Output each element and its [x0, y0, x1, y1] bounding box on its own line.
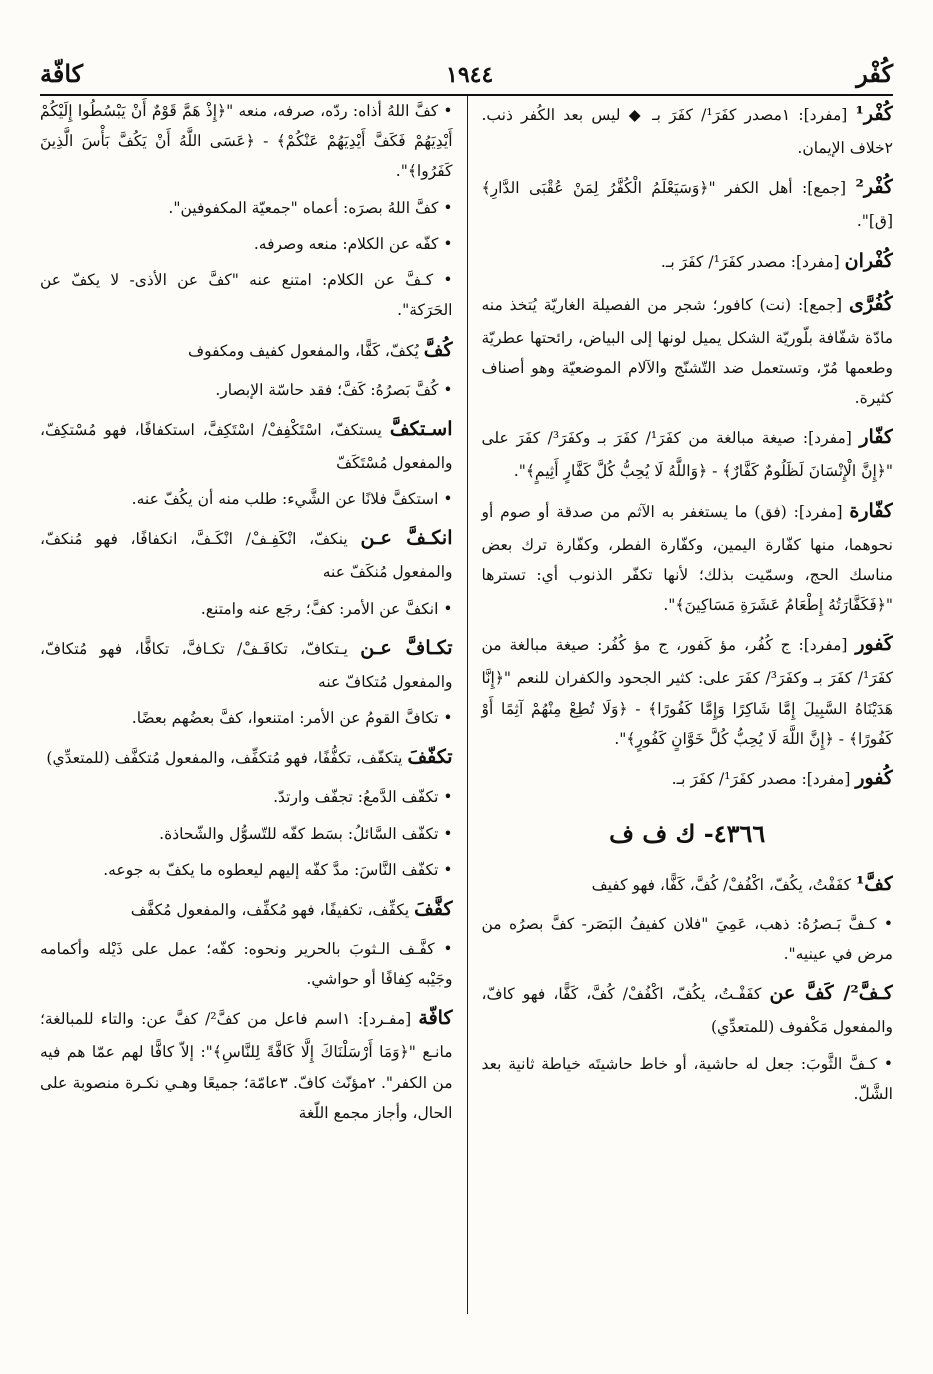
dictionary-entry — [482, 493, 894, 621]
dictionary-entry — [482, 909, 894, 969]
entry-text: يُكفّ، كَفًّا، والمفعول كفيف ومكفوف — [188, 341, 419, 360]
dictionary-entry — [40, 484, 453, 514]
dictionary-entry — [40, 630, 453, 697]
entry-text: يتكفّف، تكفُّفًا، فهو مُتكفِّف، والمفعول مُتكفَّف (للمتعدِّي) — [46, 749, 403, 768]
header-right-word: كُفْر — [856, 59, 893, 88]
dictionary-entry — [40, 1000, 453, 1128]
entry-text: [مفرد]: ج كُفُر، مؤ كَفور، ج مؤ كُفُر: صيغة مبالغة من كفَرَ¹/ كفَرَ بـ وكفَرَ³/ كفَرَ على: كثير الجحود والكفران للنعم "﴿إِنَّا هَدَيْنَاهُ السَّبِيلَ إِمَّا شَاكِرًا وَإِمَّا كَفُورًا﴾ - ﴿وَلَا تُطِعْ مِنْهُمْ آثِمًا أَوْ كَفُورًا﴾ - ﴿إِنَّ اللَّهَ لَا يُحِبُّ كُلَّ خَوَّانٍ كَفُورٍ﴾". — [481, 636, 893, 748]
entry-text: يـتكافّ، تكافَـفْ/ تكـافَّ، تكافًّا، فهو مُتكافّ، والمفعول مُتكافّ عنه — [40, 639, 453, 691]
dictionary-entry — [40, 265, 453, 325]
entry-headword: كـفَّ²/ كَفَّ عن — [769, 982, 893, 1005]
entry-headword: تكـافَّ عـن — [360, 636, 453, 659]
dictionary-entry — [40, 703, 453, 733]
section-heading: ٤٣٦٦- ك ف ف — [609, 819, 766, 848]
dictionary-entry — [482, 975, 894, 1042]
dictionary-entry — [482, 760, 894, 797]
entry-text: [مفـرد]: ١اسم فاعل من كفَّ²/ كفَّ عن: والتاء للمبالغة؛ مانـع "﴿وَمَا أَرْسَلْنَاكَ إِلَّا كَافَّةً لِلنَّاسِ﴾": إلاّ كافًّا لهم عمّا هم فيه من الكفر". ٢مؤنّث كافّ. ٣عامّة؛ جميعًا وهـي نكـرة منصوبة على الحال، وأجاز مجمع اللّغة — [40, 1010, 453, 1122]
entry-text: • كفّه عن الكلام: منعه وصرفه. — [253, 234, 453, 253]
entry-text: كفَفْتُ، يكُفّ، اكْفُفْ/ كُفَّ، كَفًّا، فهو كفيف — [591, 875, 852, 894]
page-number: ١٩٤٤ — [446, 62, 494, 88]
page-header — [40, 44, 893, 96]
entry-text: • تكفّف السَّائلُ: بسَط كفّه للتّسوُّل والشّحاذة. — [159, 824, 453, 843]
dictionary-entry — [40, 96, 453, 187]
dictionary-entry — [482, 419, 894, 486]
dictionary-entry — [40, 229, 453, 259]
entry-text: [مفرد]: (فق) ما يستغفر به الآثم من صدقة أو صوم أو نحوهما، منها كفّارة اليمين، وكفّارة الفطر، وكفّارة ترك بعض مناسك الحج، وسمّيت بذلك؛ لأنها تكفّر الذنوب أي: تسترها "﴿فَكَفَّارَتُهُ إِطْعَامُ عَشَرَةِ مَسَاكِينَ﴾". — [481, 502, 893, 615]
entry-text: • كفَّـف الـثوبَ بالحرير ونحوه: كفّه؛ عمل على ذَيْله وأكمامه وجَيْبه كِفافًا أو حواشي. — [40, 940, 453, 989]
dictionary-entry — [482, 169, 894, 236]
entry-headword: كُفور — [855, 766, 893, 789]
dictionary-entry — [40, 891, 453, 928]
entry-headword: اسـتكفَّ — [389, 417, 453, 440]
dictionary-entry — [482, 626, 894, 754]
entry-text: [جمع]: أهل الكفر "﴿وَسَيَعْلَمُ الْكُفَّرُ لِمَنْ عُقْبَى الدَّارِ﴾ [ق]". — [481, 179, 893, 231]
entry-text: • كـفَّ بَـصرُهُ: ذهب، عَمِيَ "فلان كفيفُ البَصَر- كفَّ بصرُه من مرض في عينيه". — [481, 914, 893, 964]
entry-headword: تكفّفَ — [407, 746, 453, 769]
dictionary-entry — [482, 866, 894, 903]
entry-headword: كَفور — [855, 633, 893, 656]
dictionary-entry — [482, 1049, 894, 1109]
dictionary-entry — [482, 96, 894, 163]
entry-headword: كفّار — [859, 426, 893, 449]
dictionary-entry — [40, 193, 453, 223]
entry-text: • كفَّ اللهُ أذاه: ردّه، صرفه، منعه "﴿إِذْ هَمَّ قَوْمٌ أَنْ يَبْسُطُوا إِلَيْكُمْ أَيْدِيَهُمْ فَكَفَّ أَيْدِيَهُمْ عَنْكُمْ﴾ - ﴿عَسَى اللَّهُ أَنْ يَكُفَّ بَأْسَ الَّذِينَ كَفَرُوا﴾". — [40, 102, 453, 181]
dictionary-entry — [40, 520, 453, 587]
entry-text: • تكفّف الدَّمعُ: تجفّف وارتدّ. — [273, 788, 453, 807]
dictionary-entry — [40, 594, 453, 624]
entry-headword: كفّارة — [849, 499, 893, 522]
entry-text: [مفرد]: مصدر كفَرَ¹/ كفَرَ بـ. — [671, 769, 851, 788]
entry-text: • كفَّ اللهُ بصرَه: أعماه "جمعيّة المكفوفين". — [168, 198, 453, 217]
entry-text: • كُفَّ بَصرُهُ: كَفَّ؛ فقد حاسّة الإبصار. — [215, 380, 453, 399]
entry-text: • تكافَّ القومُ عن الأمر: امتنعوا، كفَّ بعضُهم بعضًا. — [131, 709, 453, 728]
entry-text: • كـفَّ عن الكلام: امتنع عنه "كفَّ عن الأذى- لا يكفّ عن الحَرَكة". — [40, 271, 453, 320]
dictionary-entry — [40, 411, 453, 478]
entry-text: • تكفّف النَّاسَ: مدَّ كفّه إليهم ليعطوه ما يكفّ به جوعه. — [103, 860, 453, 879]
entry-headword: كُفُرَّى — [848, 292, 893, 315]
entry-text: [مفرد]: صيغة مبالغة من كفَرَ¹/ كفَرَ بـ وكفَرَ³/ كفَرَ على "﴿إِنَّ الْإِنْسَانَ لَظَلُومٌ كَفَّارٌ﴾ - ﴿وَاللَّهُ لَا يُحِبُّ كُلَّ كَفَّارٍ أَثِيمٍ﴾". — [481, 429, 893, 481]
dictionary-entry — [482, 243, 894, 280]
entry-headword: كُفْر¹ — [855, 103, 893, 125]
right-column — [467, 96, 894, 1314]
dictionary-entry — [482, 286, 894, 414]
left-column — [40, 96, 467, 1314]
dictionary-entry — [40, 375, 453, 405]
entry-text: [مفرد]: مصدر كفَرَ¹/ كفَرَ بـ. — [660, 252, 840, 271]
entry-text: كفَفْـتُ، يكُفّ، اكْفُفْ/ كُفَّ، كَفًّا، فهو كافّ، والمفعول مَكْفوف (للمتعدِّي) — [481, 985, 893, 1037]
entry-text: [مفرد]: ١مصدر كفَرَ¹/ كفَرَ بـ ◆ ليس بعد الكُفر ذنب. ٢خلاف الإيمان. — [481, 106, 893, 158]
dictionary-entry — [40, 819, 453, 849]
entry-text: يستكفّ، اسْتَكْفِفْ/ اسْتَكِفَّ، استكفافًا، فهو مُسْتكِفّ، والمفعول مُسْتَكَفّ — [40, 420, 453, 472]
dictionary-entry — [40, 739, 453, 776]
dictionary-entry — [40, 934, 453, 994]
entry-text: [جمع]: (نت) كافور؛ شجر من الفصيلة الغاريّة يُتخذ منه مادّة شفّافة بلّوريّة الشكل يميل لونها إلى البياض، رائحتها عطريّة وطعمها مُرّ، وتستعمل ضد التّشنّج والآلام الموضعيّة وهو أصناف كثيرة. — [481, 295, 893, 408]
dictionary-entry — [40, 782, 453, 812]
entry-text: • انكفَّ عن الأمر: كفَّ؛ رجَع عنه وامتنع. — [200, 599, 453, 618]
entry-text: يكفِّف، تكفيفًا، فهو مُكفِّف، والمفعول مُكفَّف — [130, 900, 410, 919]
dictionary-entry — [40, 855, 453, 885]
entry-text: ينكفّ، انْكَفِـفْ/ انْكَـفَّ، انكفافًا، فهو مُنكفّ، والمفعول مُنكَفّ عنه — [40, 530, 453, 582]
entry-headword: كُفْر² — [855, 176, 893, 199]
entry-headword: كُفْران — [844, 249, 893, 272]
page-columns — [40, 96, 893, 1314]
entry-headword: كفَّ¹ — [855, 872, 893, 895]
entry-text: • كـفَّ الثَّوبَ: جعل له حاشية، أو خاط حاشيتَه خياطة ثانية بعد الشَّلّ. — [481, 1054, 893, 1103]
entry-headword: انكـفَّ عـن — [360, 527, 453, 550]
header-left-word: كافّة — [40, 59, 84, 88]
entry-headword: كافّة — [418, 1007, 453, 1030]
entry-headword: كُفَّ — [423, 338, 453, 361]
dictionary-entry — [40, 332, 453, 369]
entry-text: • استكفَّ فلانًا عن الشَّيء: طلب منه أن يكُفّ عنه. — [131, 490, 453, 509]
entry-headword: كفَّفَ — [414, 897, 453, 920]
